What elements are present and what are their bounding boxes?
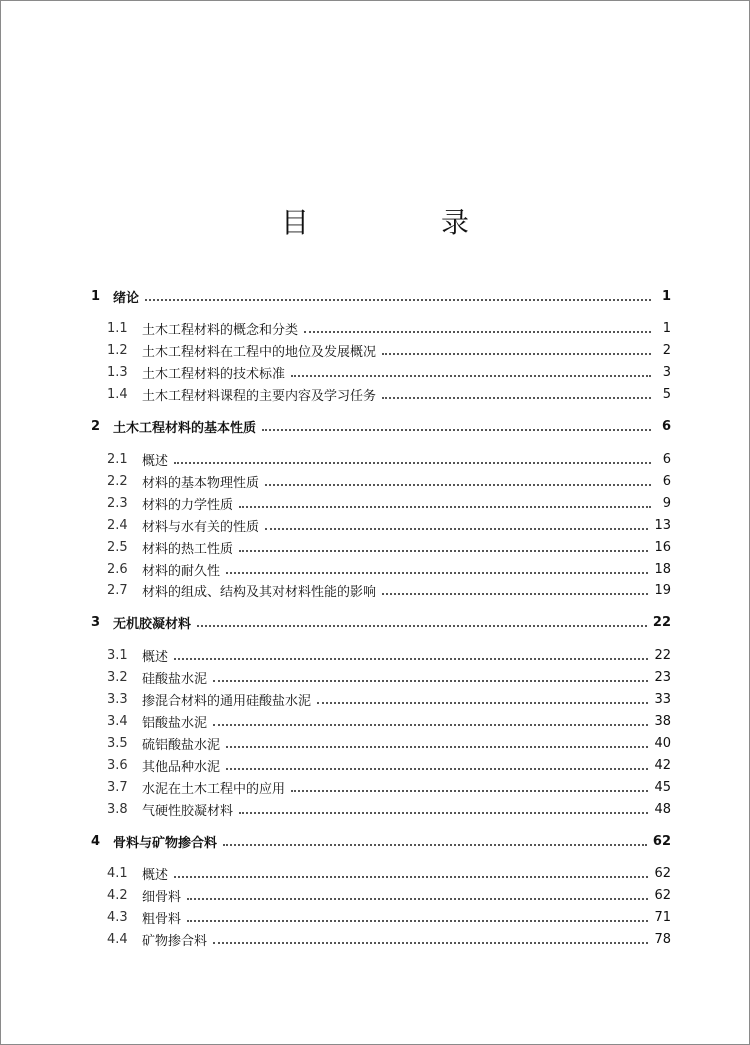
section-title: 气硬性胶凝材料 [142,803,234,819]
section-number: 4.4 [107,931,128,947]
toc-section-3-4[interactable] [107,710,671,732]
page-number: 6 [662,473,671,489]
page-number: 78 [654,931,671,947]
section-number: 4.3 [107,909,128,925]
leader-dots [226,767,648,770]
section-number: 1.2 [107,342,128,358]
toc-section-2-4[interactable] [107,514,671,536]
leader-dots [304,330,651,333]
leader-dots [197,624,647,627]
chapter-title: 土木工程材料的基本性质 [113,420,257,436]
leader-dots [145,298,651,301]
toc-section-4-3[interactable] [107,906,671,928]
leader-dots [265,483,651,486]
page-title: 目 录 [280,206,521,239]
toc-section-3-5[interactable] [107,732,671,754]
leader-dots [239,549,648,552]
toc-chapter-1[interactable] [91,285,671,307]
page-number: 2 [662,342,671,358]
section-title: 材料的耐久性 [142,563,221,579]
chapter-number: 2 [91,418,101,434]
leader-dots [291,789,648,792]
toc-chapter-2[interactable] [91,415,671,437]
section-number: 2.3 [107,495,128,511]
leader-dots [174,875,648,878]
leader-dots [187,919,648,922]
page-number: 23 [654,669,671,685]
section-number: 3.6 [107,757,128,773]
leader-dots [223,843,647,846]
page-number: 38 [654,713,671,729]
leader-dots [265,527,648,530]
page-number: 19 [654,582,671,598]
section-number: 2.6 [107,561,128,577]
section-number: 3.3 [107,691,128,707]
page-number: 33 [654,691,671,707]
section-title: 土木工程材料的技术标准 [142,366,286,382]
toc-section-1-2[interactable] [107,339,671,361]
section-title: 粗骨料 [142,911,182,927]
leader-dots [317,701,648,704]
leader-dots [213,723,648,726]
page-number: 5 [662,386,671,402]
toc-chapter-3[interactable] [91,611,671,633]
section-number: 2.2 [107,473,128,489]
page-number: 1 [662,320,671,336]
leader-dots [239,811,648,814]
page-number: 13 [654,517,671,533]
section-number: 3.2 [107,669,128,685]
section-title: 铝酸盐水泥 [142,715,208,731]
section-title: 概述 [142,453,169,469]
toc-section-4-4[interactable] [107,928,671,950]
section-title: 掺混合材料的通用硅酸盐水泥 [142,693,312,709]
chapter-number: 4 [91,833,101,849]
toc-section-3-3[interactable] [107,688,671,710]
page-number: 6 [661,418,671,434]
toc-chapter-4[interactable] [91,830,671,852]
chapter-title: 无机胶凝材料 [113,616,192,632]
section-title: 材料的热工性质 [142,541,234,557]
chapter-number: 3 [91,614,101,630]
toc-section-2-5[interactable] [107,536,671,558]
toc-section-3-6[interactable] [107,754,671,776]
page-number: 71 [654,909,671,925]
toc-section-3-1[interactable] [107,644,671,666]
section-title: 水泥在土木工程中的应用 [142,781,286,797]
section-title: 细骨料 [142,889,182,905]
toc-section-2-2[interactable] [107,470,671,492]
page-number: 9 [662,495,671,511]
section-number: 1.4 [107,386,128,402]
page-number: 22 [652,614,671,630]
leader-dots [187,897,648,900]
section-number: 2.4 [107,517,128,533]
section-title: 硫铝酸盐水泥 [142,737,221,753]
toc-section-3-8[interactable] [107,798,671,820]
chapter-title: 绪论 [113,290,140,306]
toc-section-3-7[interactable] [107,776,671,798]
chapter-number: 1 [91,288,101,304]
section-title: 概述 [142,649,169,665]
section-title: 材料的基本物理性质 [142,475,260,491]
section-number: 1.3 [107,364,128,380]
page-number: 22 [654,647,671,663]
section-number: 3.8 [107,801,128,817]
page-number: 1 [661,288,671,304]
section-title: 矿物掺合料 [142,933,208,949]
page-number: 42 [654,757,671,773]
toc-section-4-2[interactable] [107,884,671,906]
toc-section-2-7[interactable] [107,579,671,601]
section-title: 材料的组成、结构及其对材料性能的影响 [142,584,377,600]
toc-section-3-2[interactable] [107,666,671,688]
section-number: 2.1 [107,451,128,467]
leader-dots [226,571,648,574]
leader-dots [213,941,648,944]
toc-section-2-1[interactable] [107,448,671,470]
section-title: 其他品种水泥 [142,759,221,775]
leader-dots [213,679,648,682]
leader-dots [239,505,651,508]
section-number: 1.1 [107,320,128,336]
section-number: 3.7 [107,779,128,795]
leader-dots [382,592,648,595]
page-number: 16 [654,539,671,555]
page-number: 45 [654,779,671,795]
section-number: 4.2 [107,887,128,903]
section-number: 2.7 [107,582,128,598]
page-number: 62 [654,865,671,881]
page-number: 40 [654,735,671,751]
leader-dots [382,396,651,399]
page-number: 6 [662,451,671,467]
page-number: 18 [654,561,671,577]
leader-dots [291,374,651,377]
page-number: 62 [652,833,671,849]
leader-dots [226,745,648,748]
section-title: 材料与水有关的性质 [142,519,260,535]
leader-dots [174,461,651,464]
section-number: 4.1 [107,865,128,881]
section-title: 材料的力学性质 [142,497,234,513]
page-number: 48 [654,801,671,817]
toc-section-1-1[interactable] [107,317,671,339]
section-number: 3.4 [107,713,128,729]
section-number: 3.5 [107,735,128,751]
toc-section-2-6[interactable] [107,558,671,580]
section-title: 硅酸盐水泥 [142,671,208,687]
section-title: 土木工程材料的概念和分类 [142,322,299,338]
toc-section-4-1[interactable] [107,862,671,884]
section-title: 概述 [142,867,169,883]
chapter-title: 骨料与矿物掺合料 [113,835,218,851]
toc-section-1-3[interactable] [107,361,671,383]
section-title: 土木工程材料课程的主要内容及学习任务 [142,388,377,404]
leader-dots [174,657,648,660]
section-number: 3.1 [107,647,128,663]
toc-section-1-4[interactable] [107,383,671,405]
section-title: 土木工程材料在工程中的地位及发展概况 [142,344,377,360]
page-number: 62 [654,887,671,903]
section-number: 2.5 [107,539,128,555]
page-number: 3 [662,364,671,380]
leader-dots [262,428,651,431]
leader-dots [382,352,651,355]
toc-section-2-3[interactable] [107,492,671,514]
